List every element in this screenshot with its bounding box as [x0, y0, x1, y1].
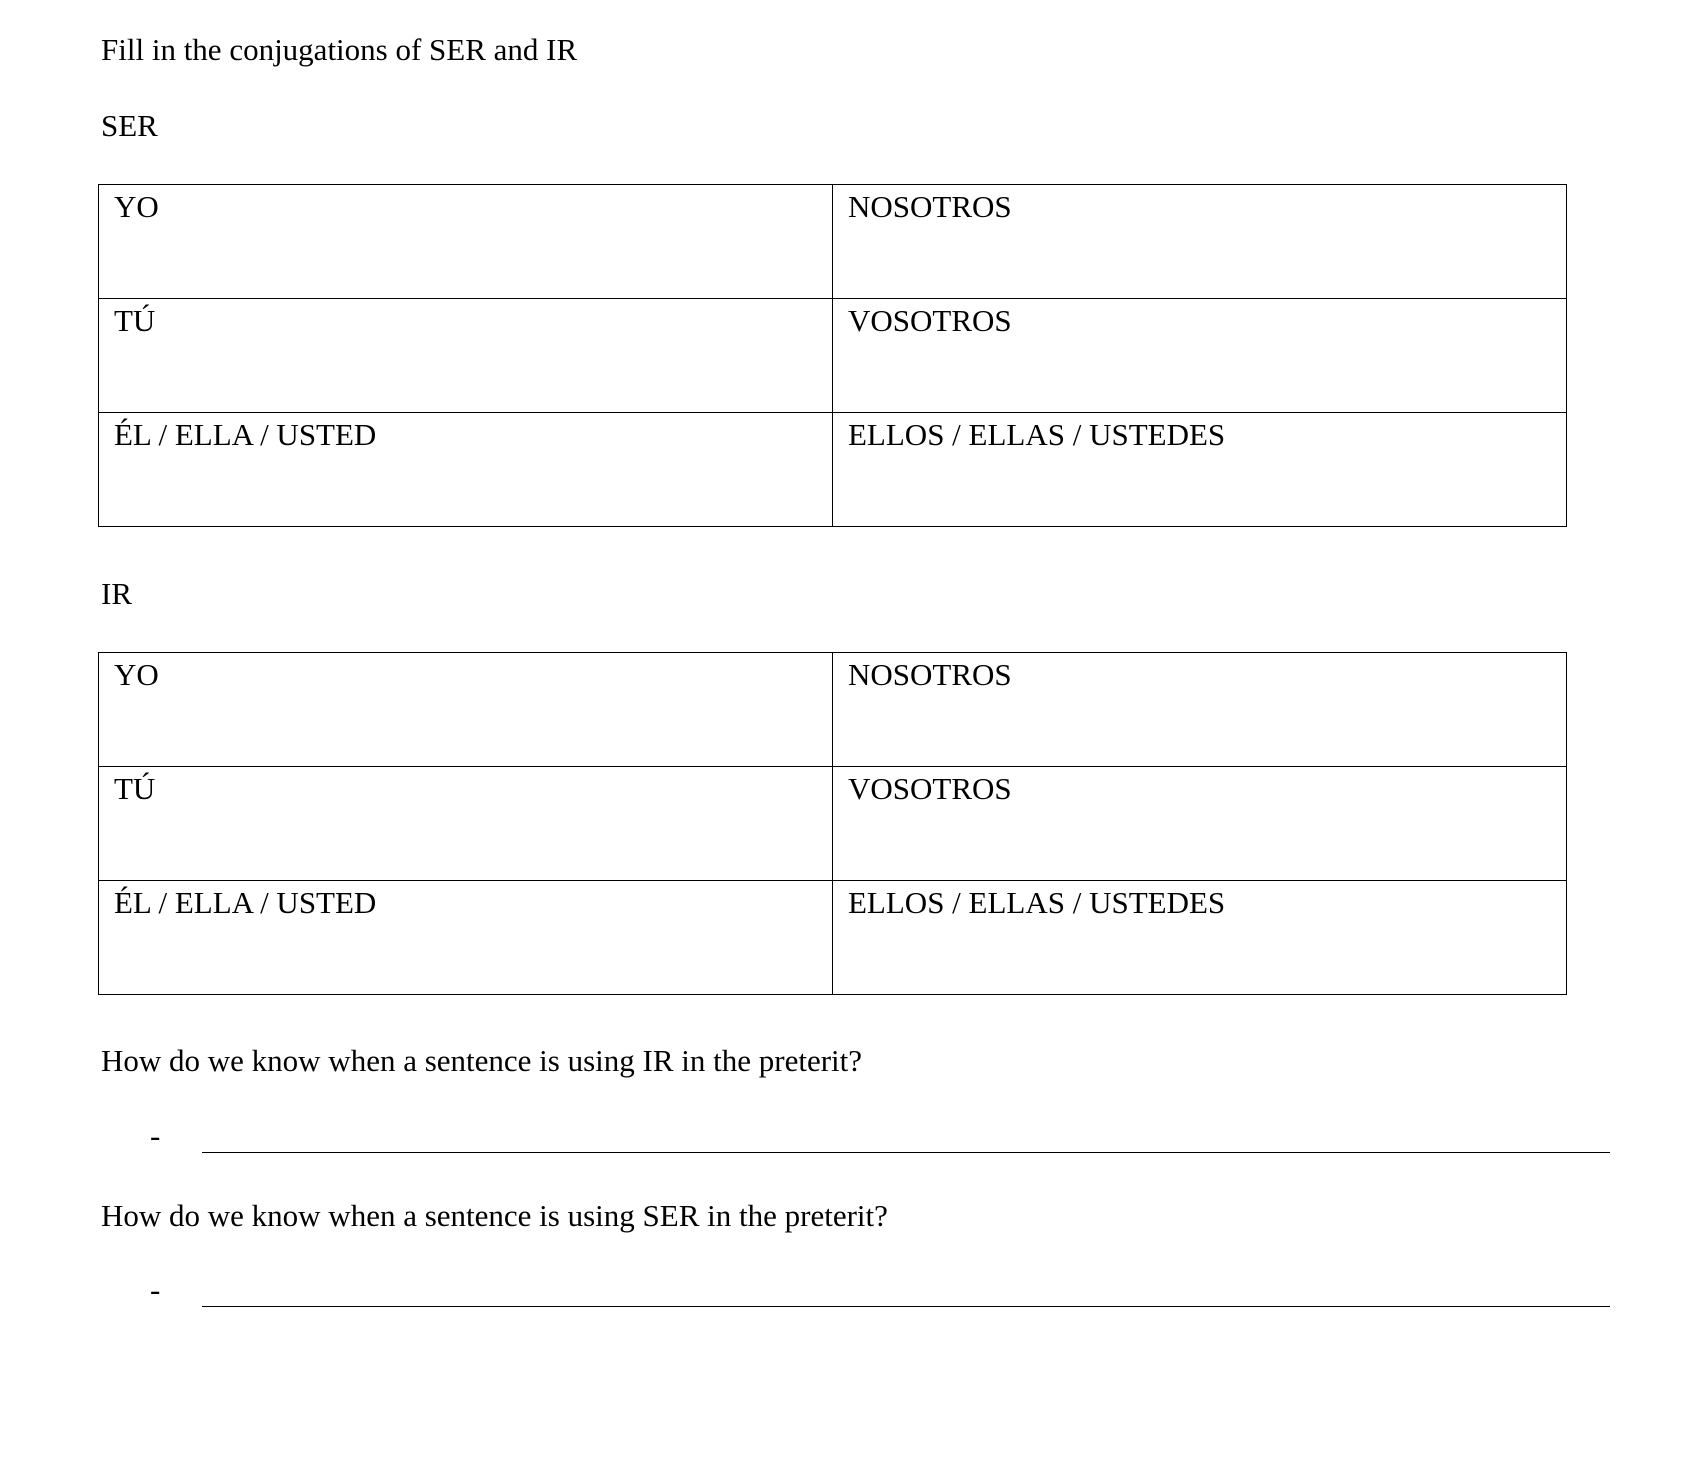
ser-tu-label: TÚ [114, 303, 156, 338]
answer-line-ser[interactable] [150, 1272, 1610, 1312]
ir-tu-cell[interactable] [99, 767, 833, 881]
ir-ellos-ellas-ustedes-cell[interactable] [833, 881, 1567, 995]
ir-yo-cell[interactable] [99, 653, 833, 767]
ir-vosotros-cell[interactable] [833, 767, 1567, 881]
ser-vosotros-answer-area[interactable] [848, 339, 1566, 399]
answer-blank-ser[interactable] [202, 1306, 1610, 1307]
table-row [99, 413, 1567, 527]
ser-yo-answer-area[interactable] [114, 225, 832, 285]
ir-el-ella-usted-cell[interactable] [99, 881, 833, 995]
ir-tu-label: TÚ [114, 771, 156, 806]
ser-conjugation-table [98, 184, 1567, 527]
table-row [99, 767, 1567, 881]
ser-vosotros-label: VOSOTROS [848, 303, 1012, 338]
ir-yo-answer-area[interactable] [114, 693, 832, 753]
ir-nosotros-answer-area[interactable] [848, 693, 1566, 753]
ir-yo-label: YO [114, 657, 159, 692]
ser-yo-cell[interactable] [99, 185, 833, 299]
answer-line-ir[interactable] [150, 1118, 1610, 1158]
bullet-dash: - [150, 1272, 161, 1307]
ir-conjugation-table [98, 652, 1567, 995]
table-row [99, 299, 1567, 413]
table-row [99, 653, 1567, 767]
ser-yo-label: YO [114, 189, 159, 224]
ir-el-ella-usted-answer-area[interactable] [114, 921, 832, 981]
answer-blank-ir[interactable] [202, 1152, 1610, 1153]
ir-tu-answer-area[interactable] [114, 807, 832, 867]
ser-tu-cell[interactable] [99, 299, 833, 413]
instruction-text: Fill in the conjugations of SER and IR [101, 32, 578, 67]
ser-el-ella-usted-label: ÉL / ELLA / USTED [114, 417, 377, 452]
ser-ellos-ellas-ustedes-answer-area[interactable] [848, 453, 1566, 513]
ser-el-ella-usted-cell[interactable] [99, 413, 833, 527]
ir-heading: IR [101, 576, 132, 611]
question-ser-preterit: How do we know when a sentence is using SER in the preterit? [101, 1198, 888, 1233]
ser-el-ella-usted-answer-area[interactable] [114, 453, 832, 513]
ser-nosotros-label: NOSOTROS [848, 189, 1012, 224]
bullet-dash: - [150, 1118, 161, 1153]
question-ir-preterit: How do we know when a sentence is using IR in the preterit? [101, 1043, 863, 1078]
ir-vosotros-label: VOSOTROS [848, 771, 1012, 806]
ir-ellos-ellas-ustedes-label: ELLOS / ELLAS / USTEDES [848, 885, 1226, 920]
ir-nosotros-label: NOSOTROS [848, 657, 1012, 692]
ser-ellos-ellas-ustedes-cell[interactable] [833, 413, 1567, 527]
ser-ellos-ellas-ustedes-label: ELLOS / ELLAS / USTEDES [848, 417, 1226, 452]
ser-nosotros-cell[interactable] [833, 185, 1567, 299]
ser-vosotros-cell[interactable] [833, 299, 1567, 413]
ir-el-ella-usted-label: ÉL / ELLA / USTED [114, 885, 377, 920]
ir-vosotros-answer-area[interactable] [848, 807, 1566, 867]
table-row [99, 185, 1567, 299]
ser-nosotros-answer-area[interactable] [848, 225, 1566, 285]
ir-nosotros-cell[interactable] [833, 653, 1567, 767]
ser-heading: SER [101, 108, 158, 143]
ser-tu-answer-area[interactable] [114, 339, 832, 399]
ir-ellos-ellas-ustedes-answer-area[interactable] [848, 921, 1566, 981]
table-row [99, 881, 1567, 995]
